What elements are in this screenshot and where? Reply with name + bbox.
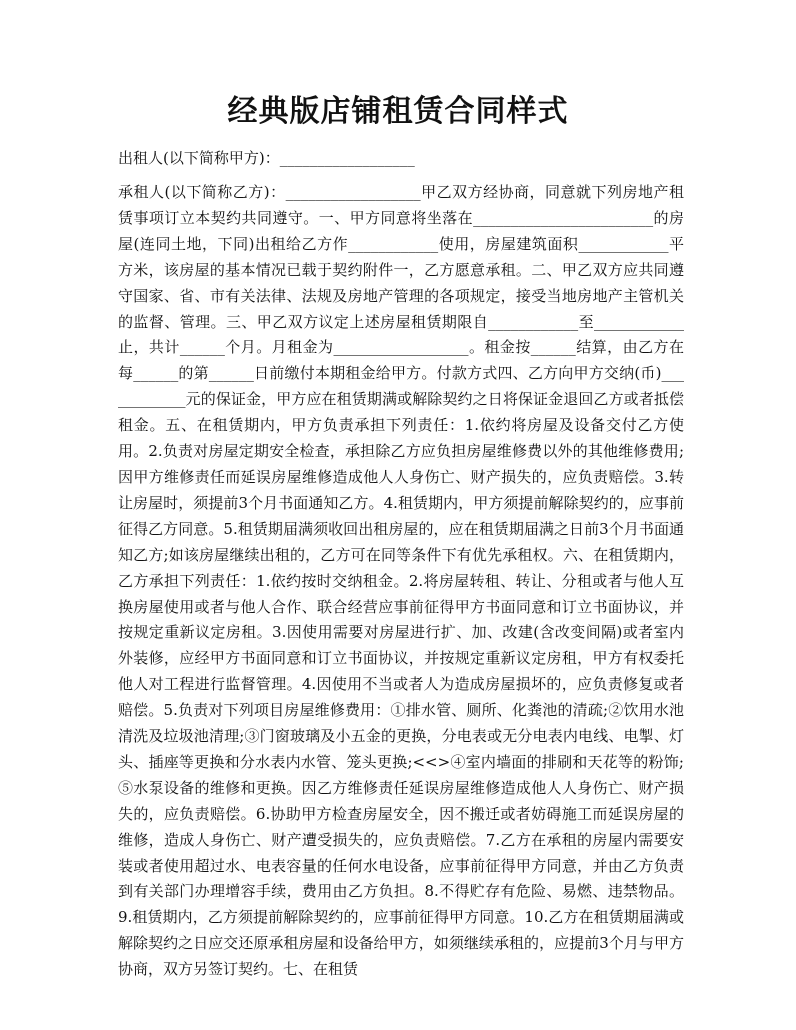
contract-body: 承租人(以下简称乙方)：__________________甲乙双方经协商，同意就下列房地产租赁事项订立本契约共同遵守。一、甲方同意将坐落在________________________的房屋(连同土地，下同)出租给乙方作____________使用，房屋建筑面积____________平方米，该房屋的基本情况已载于契约附件一，乙方愿意承租。二、甲乙双方应共同遵守国家、省、市有关法律、法规及房地产管理的各项规定，接受当地房地产主管机关的监督、管理。三、甲乙双方议定上述房屋租赁期限自____________至____________止，共计______个月。月租金为__________________。租金按______结算，由乙方在每______的第______日前缴付本期租金给甲方。付款方式四、乙方向甲方交纳(币)____________元的保证金，甲方应在租赁期满或解除契约之日将保证金退回乙方或者抵偿租金。五、在租赁期内，甲方负责承担下列责任：1.依约将房屋及设备交付乙方使用。2.负责对房屋定期安全检查，承担除乙方应负担房屋维修费以外的其他维修费用;因甲方维修责任而延误房屋维修造成他人人身伤亡、财产损失的，应负责赔偿。3.转让房屋时，须提前3个月书面通知乙方。4.租赁期内，甲方须提前解除契约的，应事前征得乙方同意。5.租赁期届满须收回出租房屋的，应在租赁期届满之日前3个月书面通知乙方;如该房屋继续出租的，乙方可在同等条件下有优先承租权。六、在租赁期内，乙方承担下列责任：1.依约按时交纳租金。2.将房屋转租、转让、分租或者与他人互换房屋使用或者与他人合作、联合经营应事前征得甲方书面同意和订立书面协议，并按规定重新议定房租。3.因使用需要对房屋进行扩、加、改建(含改变间隔)或者室内外装修，应经甲方书面同意和订立书面协议，并按规定重新议定房租，甲方有权委托他人对工程进行监督管理。4.因使用不当或者人为造成房屋损坏的，应负责修复或者赔偿。5.负责对下列项目房屋维修费用：①排水管、厕所、化粪池的清疏;②饮用水池清洗及垃圾池清理;③门窗玻璃及小五金的更换，分电表或无分电表内电线、电掣、灯头、插座等更换和分水表内水管、笼头更换;<<>④室内墙面的排刷和天花等的粉饰;⑤水泵设备的维修和更换。因乙方维修责任延误房屋维修造成他人人身伤亡、财产损失的，应负责赔偿。6.协助甲方检查房屋安全，因不搬迁或者妨碍施工而延误房屋的维修，造成人身伤亡、财产遭受损失的，应负责赔偿。7.乙方在承租的房屋内需要安装或者使用超过水、电表容量的任何水电设备，应事前征得甲方同意，并由乙方负责到有关部门办理增容手续，费用由乙方负担。8.不得贮存有危险、易燃、违禁物品。9.租赁期内，乙方须提前解除契约的，应事前征得甲方同意。10.乙方在租赁期届满或解除契约之日应交还原承租房屋和设备给甲方，如须继续承租的，应提前3个月与甲方协商，双方另签订契约。七、在租赁: [118, 183, 684, 979]
lessor-line: 出租人(以下简称甲方)：__________________: [118, 149, 415, 167]
document-title: 经典版店铺租赁合同样式: [227, 94, 569, 129]
